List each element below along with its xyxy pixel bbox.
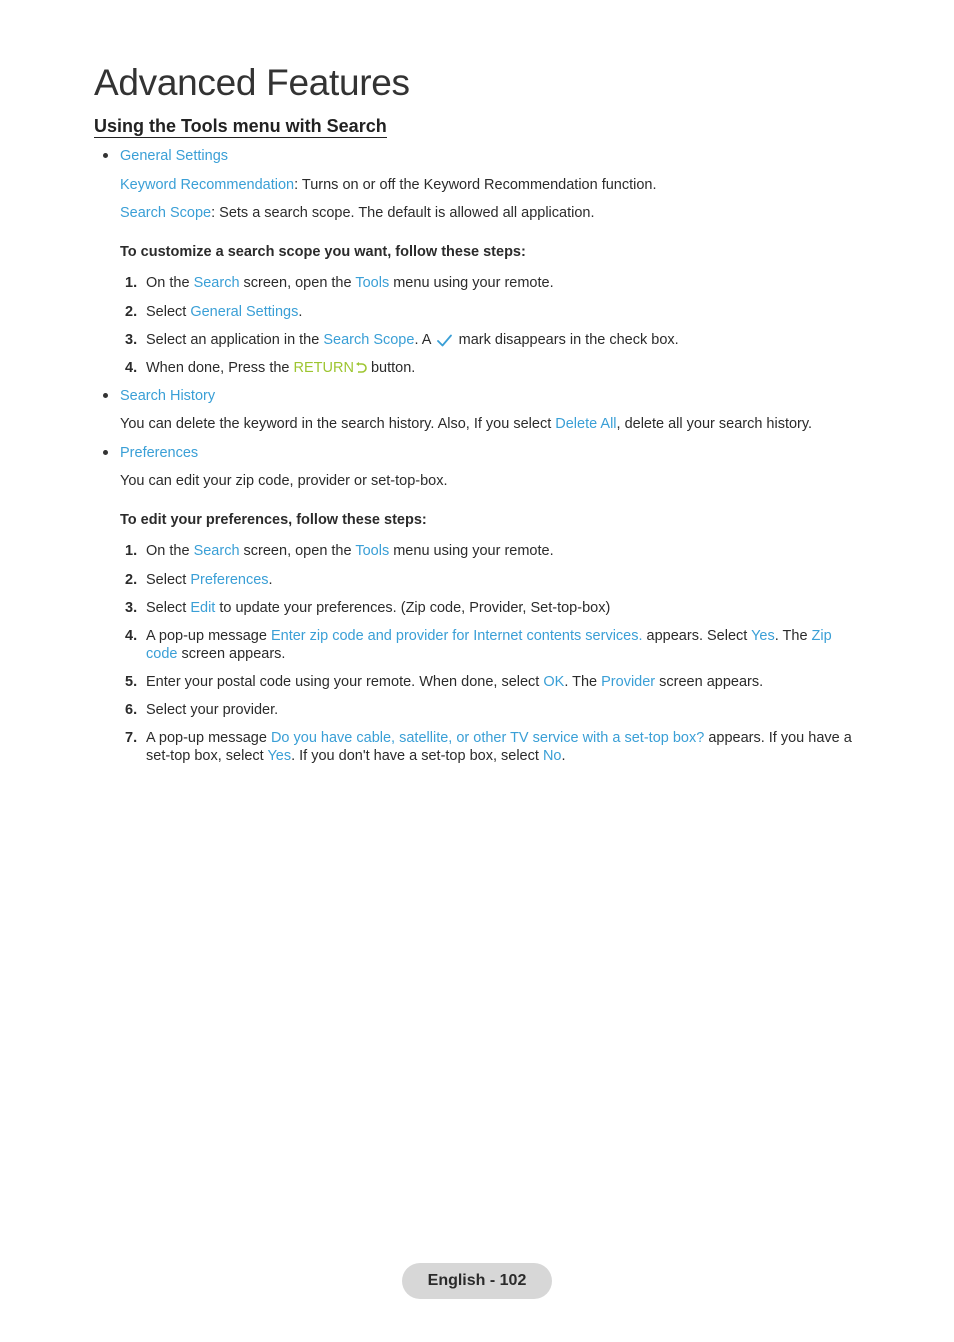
scope-step-2: Select General Settings.	[146, 304, 303, 320]
step-number: 3.	[125, 332, 138, 348]
section-heading: Using the Tools menu with Search	[94, 116, 387, 136]
keyword-recommendation-text: : Turns on or off the Keyword Recommendation function.	[294, 177, 657, 193]
bullet-preferences: Preferences	[120, 445, 199, 461]
pref-step-3: Select Edit to update your preferences. (Zip code, Provider, Set-top-box)	[146, 600, 611, 616]
pref-step-5: Enter your postal code using your remote. When done, select OK. The Provider screen appears.	[146, 674, 764, 690]
step-number: 2.	[125, 304, 138, 320]
scope-steps-heading: To customize a search scope you want, follow these steps:	[120, 244, 526, 260]
step-number: 4.	[125, 628, 138, 644]
step-number: 1.	[125, 543, 138, 559]
page-number-badge: English - 102	[402, 1263, 552, 1299]
scope-step-3: Select an application in the Search Scope. A mark disappears in the check box.	[146, 331, 679, 352]
step-number: 3.	[125, 600, 138, 616]
step-number: 1.	[125, 275, 138, 291]
bullet-search-history: Search History	[120, 388, 216, 404]
preferences-text: You can edit your zip code, provider or set-top-box.	[120, 473, 448, 489]
step-number: 5.	[125, 674, 138, 690]
bullet-dot	[103, 450, 108, 455]
keyword-recommendation-line	[120, 176, 657, 194]
step-number: 2.	[125, 572, 138, 588]
bullet-dot	[103, 393, 108, 398]
pref-step-7-line-2: set-top box, select Yes. If you don't have a set-top box, select No.	[146, 748, 566, 764]
bullet-general-settings: General Settings	[120, 148, 229, 164]
step-number: 4.	[125, 360, 138, 376]
pref-steps-heading: To edit your preferences, follow these steps:	[120, 512, 427, 528]
search-scope-link: Search Scope	[120, 205, 212, 221]
search-history-text: You can delete the keyword in the search history. Also, If you select Delete All, delete all your search history.	[120, 416, 813, 432]
scope-step-4: When done, Press the RETURN button.	[146, 359, 415, 379]
keyword-recommendation-link: Keyword Recommendation	[120, 177, 295, 193]
search-scope-line	[120, 204, 595, 222]
check-mark-icon	[437, 334, 452, 352]
scope-step-1: On the Search screen, open the Tools menu using your remote.	[146, 275, 554, 291]
return-icon	[355, 361, 367, 379]
return-label: RETURN	[293, 360, 354, 376]
step-number: 6.	[125, 702, 138, 718]
pref-step-4-line-2: code screen appears.	[146, 646, 286, 662]
page-title: Advanced Features	[94, 62, 410, 103]
pref-step-1: On the Search screen, open the Tools menu using your remote.	[146, 543, 554, 559]
delete-all-link: Delete All	[555, 416, 617, 432]
pref-step-4-line-1: A pop-up message Enter zip code and provider for Internet contents services. appears. Select Yes. The Zip	[146, 628, 832, 644]
pref-step-2: Select Preferences.	[146, 572, 273, 588]
bullet-dot	[103, 153, 108, 158]
pref-step-7-line-1: A pop-up message Do you have cable, satellite, or other TV service with a set-top box? appears. If you have a	[146, 730, 852, 746]
search-scope-text: : Sets a search scope. The default is allowed all application.	[211, 205, 595, 221]
step-number: 7.	[125, 730, 138, 746]
pref-step-6: Select your provider.	[146, 702, 279, 718]
